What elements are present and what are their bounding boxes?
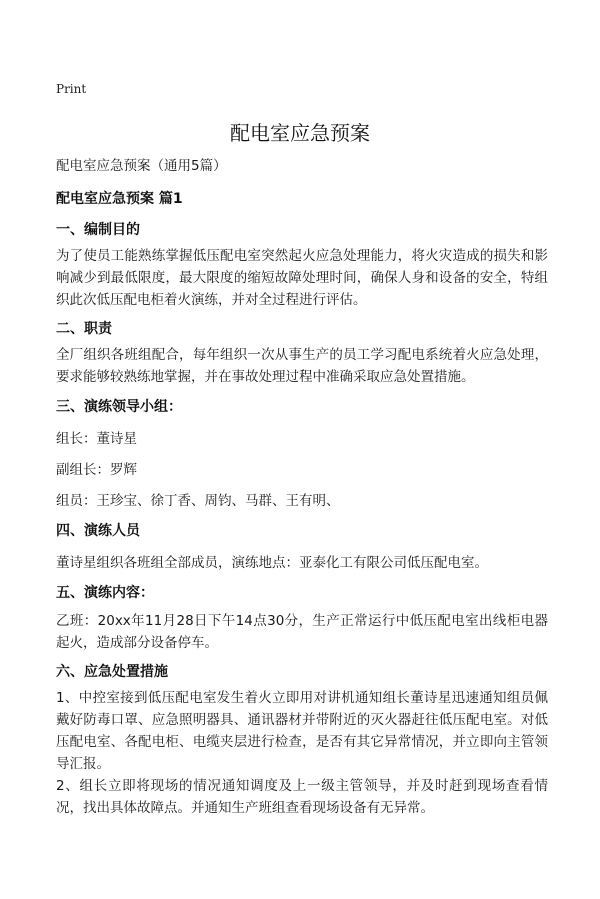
part-heading: 配电室应急预案 篇1 — [56, 191, 183, 207]
section-6-item-2: 2、组长立即将现场的情况通知调度及上一级主管领导，并及时赶到现场查看情况，找出具体故障点。并通知生产班组查看现场设备有无异常。 — [56, 778, 548, 816]
document-title: 配电室应急预案 — [230, 121, 370, 145]
section-5-text: 乙班：20xx年11月28日下午14点30分，生产正常运行中低压配电室出线柜电器起火，造成部分设备停车。 — [56, 613, 548, 651]
section-6-heading: 六、应急处置措施 — [56, 664, 168, 680]
section-5-heading: 五、演练内容： — [56, 585, 154, 601]
print-link[interactable]: Print — [56, 82, 87, 96]
section-2-text: 全厂组织各班组配合，每年组织一次从事生产的员工学习配电系统着火应急处理，要求能够较熟练地掌握，并在事故处理过程中准确采取应急处置措施。 — [56, 347, 548, 385]
section-1-text: 为了使员工能熟练掌握低压配电室突然起火应急处理能力，将火灾造成的损失和影响减少到最低限度，最大限度的缩短故障处理时间，确保人身和设备的安全，特组织此次低压配电柜着火演练，并对全过程进行评估。 — [56, 248, 548, 308]
section-3-deputy: 副组长：罗辉 — [56, 462, 137, 478]
section-4-text: 董诗星组织各班组全部成员，演练地点：亚泰化工有限公司低压配电室。 — [56, 555, 488, 571]
section-3-leader: 组长：董诗星 — [56, 431, 137, 447]
section-2-heading: 二、职责 — [56, 321, 112, 337]
document-subtitle: 配电室应急预案（通用5篇） — [56, 158, 227, 174]
section-1-heading: 一、编制目的 — [56, 222, 140, 238]
section-4-heading: 四、演练人员 — [56, 523, 140, 539]
section-3-members: 组员：王珍宝、徐丁香、周钧、马群、王有明、 — [56, 493, 340, 509]
section-6-item-1: 1、中控室接到低压配电室发生着火立即用对讲机通知组长董诗星迅速通知组员佩戴好防毒口罩、应急照明器具、通讯器材并带附近的灭火器赶往低压配电室。对低压配电室、各配电柜、电缆夹层进行检查，是否有其它异常情况，并立即向主管领导汇报。 — [56, 690, 548, 772]
section-3-heading: 三、演练领导小组： — [56, 399, 182, 415]
